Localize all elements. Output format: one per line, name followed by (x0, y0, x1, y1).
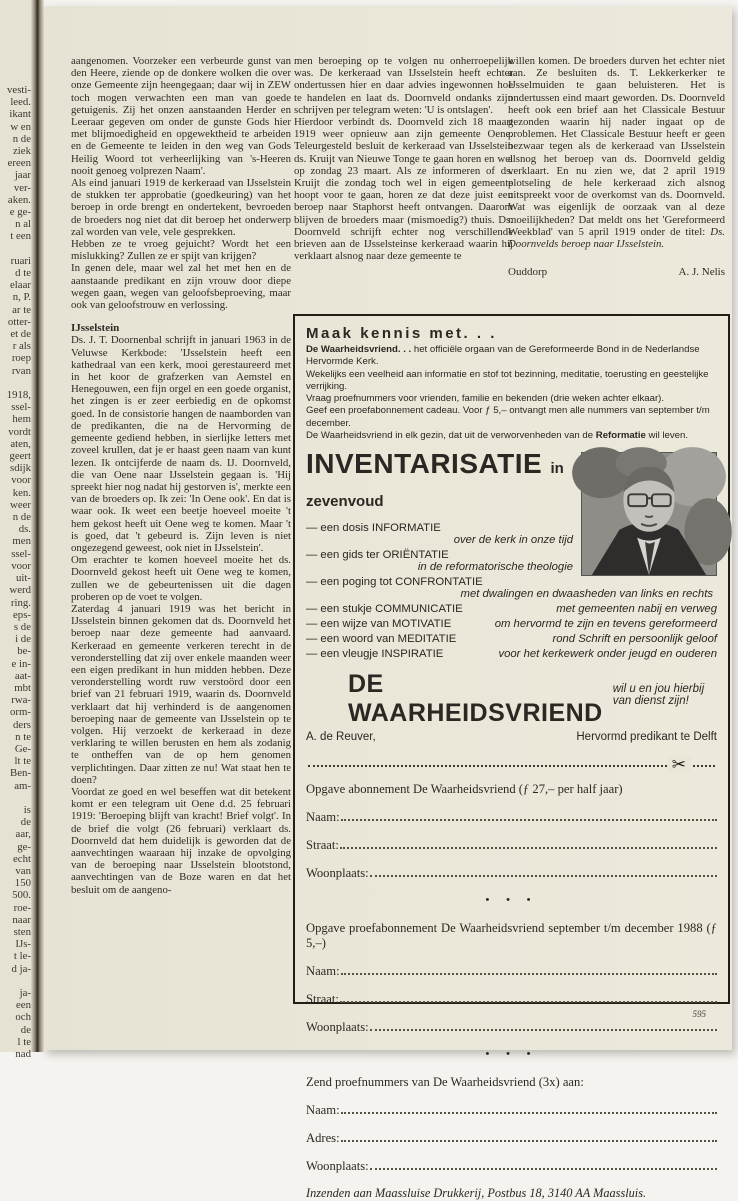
text-fragment: d te (15, 267, 31, 280)
ad-intro (306, 344, 717, 442)
text-fragment: ar te (12, 303, 31, 316)
item-desc: om hervormd te zijn en tevens gereformeerd (494, 618, 717, 631)
item-label: — een stukje COMMUNICATIE (306, 603, 463, 616)
author-row (306, 731, 717, 743)
dotted-write-line[interactable] (340, 992, 717, 1003)
text-fragment: ruari (10, 254, 31, 267)
section-heading: IJsselstein (71, 322, 120, 335)
signoff-place: Ouddorp (508, 266, 548, 279)
inventory-section (306, 450, 717, 660)
text-fragment: is (23, 803, 31, 816)
text-fragment: uit- (16, 572, 31, 585)
author-name: A. de Reuver, (306, 731, 376, 744)
form-field[interactable] (306, 992, 717, 1007)
text-fragment: leed. (10, 96, 31, 109)
text-fragment: ziek (13, 145, 31, 158)
text-fragment: een (16, 999, 31, 1012)
subscription-form-3 (306, 1075, 717, 1201)
previous-page-edge (0, 0, 31, 1060)
text-fragment: sdijk (10, 462, 31, 475)
inventory-item (306, 633, 717, 645)
text-fragment (0, 792, 31, 804)
text-fragment: roep (11, 352, 31, 365)
inventory-subtitle: in zevenvoud (306, 460, 564, 511)
text-fragment: ver- (13, 181, 31, 194)
paragraph: aangenomen. Voorzeker een verbeurde gunst van den Heere, ziende op de donkere wolken die over onze Gemeente zijn heengegaan; daar wij in ZEW toch mogen verwachten een man van goede getuigenis. Zij het onzen aanstaanden Herder en Leeraar gegeven om onder de gunste Gods hier met blijmoedigheid en opgewektheid te arbeiden en de Gemeente te leiden in den weg van Gods Heilig Woord tot verheerlijking van 's-Heeren nooit genoeg volprezen Naam'. (71, 55, 291, 177)
text-fragment: eps- (13, 608, 31, 621)
text-fragment: otter- (7, 315, 31, 328)
text-fragment: s de (13, 620, 31, 633)
form-header: Opgave abonnement De Waarheidsvriend (ƒ 27,– per half jaar) (306, 782, 623, 797)
text-fragment: ge- (17, 840, 31, 853)
brand-wordmark: DE WAARHEIDSVRIEND (348, 670, 603, 728)
text-fragment: vesti- (7, 84, 31, 96)
intro-line: Wekelijks een veelheid aan informatie en stof tot bezinning, meditatie, toerusting en geestelijke verrijking. (306, 368, 709, 392)
text-fragment: weer (10, 498, 31, 511)
cut-here-line (308, 755, 715, 775)
text-fragment: aken. (7, 193, 31, 206)
dotted-write-line[interactable] (341, 1103, 717, 1114)
paragraph: Zaterdag 4 januari 1919 was het bericht in IJsselstein binnen gekomen dat ds. Doornveld het beroep naar deze gemeente had aanvaard. Kerkeraad en gemeente verkeren terecht in de veronderstelling dat zij over enkele maanden weer een eigen predikant in hun midden hebben. Deze veronderstelling wordt ruw verstoörd door een brief van 21 februari 1919, waarin ds. Doornveld verklaart dat hij verhinderd is de aangenomen beroeping naar de gemeente van IJsselstein op te volgen. Hij verzoekt de kerkeraad in deze verklaring te willen berusten en hem als zodanig te ontheffen van de op hem genomen verplichtingen. Daar zitten ze nu! Wat staat hen te doen? (71, 602, 291, 786)
field-label: Woonplaats: (306, 1159, 369, 1174)
text-fragment: sten (13, 925, 31, 938)
article-column-2 (294, 55, 513, 311)
ad-title: Maak kennis met. . . (306, 325, 497, 342)
text-fragment: n te (15, 730, 31, 743)
scissors-icon: ✂ (667, 756, 691, 773)
article-title-reference: Ds. Doornvelds beroep naar IJsselstein. (508, 225, 725, 251)
item-label: — een woord van MEDITATIE (306, 633, 457, 646)
field-label: Naam: (306, 1103, 340, 1118)
text-fragment: aat- (14, 669, 31, 682)
paragraph: In genen dele, maar wel zal het met hen en de aanstaande predikant en zijn vrouw door diepe wegen gaan, wegen van geloofsbeproeving, maar ook van geloofstrouw en verlossing. (71, 262, 291, 312)
text-fragment (0, 243, 31, 255)
form-fields (306, 964, 717, 1035)
text-fragment: ds. (18, 523, 31, 536)
text-fragment: l te (17, 1035, 31, 1048)
form-field[interactable] (306, 1131, 717, 1146)
brand-tagline: wil u en jou hierbij van dienst zijn! (612, 683, 705, 708)
form-fields (306, 1103, 717, 1174)
dotted-write-line[interactable] (341, 810, 717, 821)
dotted-write-line[interactable] (341, 1131, 717, 1142)
text-fragment: nad (15, 1047, 31, 1060)
form-footer-address: Inzenden aan Maassluise Drukkerij, Postbus 18, 3140 AA Maassluis. (306, 1186, 647, 1201)
inventory-item (306, 648, 717, 660)
field-label: Adres: (306, 1131, 340, 1146)
portrait-photo (581, 452, 717, 576)
form-fields (306, 810, 717, 881)
text-fragment: am- (14, 779, 31, 792)
text-fragment: geert (9, 450, 31, 463)
intro-line (306, 430, 717, 442)
text-fragment: et de (10, 328, 31, 341)
paragraph: Om erachter te komen hoeveel moeite het ds. Doornveld gekost heeft uit Oene weg te komen, zullen we de gebeurtenissen uit die dagen proberen op de voet te volgen. (71, 554, 291, 603)
field-label: Naam: (306, 810, 340, 825)
text-fragment: r als (12, 340, 31, 353)
text-fragment: t le- (13, 950, 31, 963)
inventory-item (306, 576, 717, 600)
paragraph: Voordat ze goed en wel beseffen wat dit betekent komt er een telegram uit Oene d.d. 25 februari 1919: 'Beroeping blijft van kracht! Brief volgt'. In de brief die volgt (26 februari) verklaart ds. Doornveld dat hem duidelijk is geworden dat de aanvechtingen waaraan hij inzake de opvolging van de beroeping naar IJsselstein blootstond, aanvechtingen van de Boze waren en dat het besluit om de aangeno- (71, 785, 291, 896)
paragraph: Hierdoor verbindt ds. Doornveld zich 18 maart 1919 weer opnieuw aan zijn gemeente Oene. Teleurgesteld besluit de kerkeraad van IJsselstein ds. Kruijt van Nieuwe Tonge te gaan horen en wel op zondag 23 maart. Als ze informeren of ds. Kruijt die zondag toch wel in eigen gemeente hoopt voor te gaan, horen ze dat deze juist een beroep naar Staphorst heeft ontvangen. Daarom blijven de broeders maar (mismoedig?) thuis. Ds. Doornveld schrijft echter nog verschillende brieven aan de IJsselsteinse kerkeraad waarin hij verklaart alsnog naar deze gemeente te (294, 116, 513, 263)
magazine-page (44, 6, 732, 1201)
text-fragment: be- (17, 645, 31, 658)
author-title: Hervormd predikant te Delft (576, 731, 717, 744)
text-fragment: orm- (10, 706, 31, 719)
field-label: Woonplaats: (306, 1020, 369, 1035)
ad-brand-mention: De Waarheidsvriend. . . (306, 344, 412, 355)
paragraph (508, 55, 725, 250)
intro-text: het officiële orgaan van de Gereformeerde Bond in de Nederlandse Hervormde Kerk. (306, 344, 700, 368)
paragraph: Ds. J. T. Doornenbal schrijft in januari 1963 in de Veluwse Kerkbode: 'IJsselstein heeft een kathedraal van een kerk, mooi gerestaureerd met in het koor de grafzerken van Aemstel en Henegouwen, een fijn orgel en een goede organist, het zingen is er zeer eerbiedig en de opkomst goed. In de consistorie hangen de naamborden van de predikanten, die na de Hervorming de gemeente gediend hebben, in sierlijke letters met zoveel krullen, dat je er haast geen naam van kunt lezen. Ik ontcijferde de naam ds. IJ. Doornveld, die van Oene naar IJsselstein gegaan is. 'Hij spreekt hier nog nadat hij gestorven is', merkte een van de broeders op. Ik zei: 'In Oene ook'. En dat is waar ook. Ik weet een beetje hoeveel moeite 't hem gekost heeft uit Oene weg te komen. Maar 't is goed, dat 't gebeurd is. Zijn leven is niet ongezegend geweest, ook niet in IJsselstein'. (71, 334, 291, 554)
reformatie-bold: Reformatie (595, 430, 646, 442)
text-fragment: ikant (9, 108, 31, 121)
text-fragment: n de (12, 132, 31, 145)
text-fragment: e ge- (9, 206, 31, 219)
item-desc: rond Schrift en persoonlijk geloof (552, 633, 717, 646)
text-fragment: ereen (7, 157, 31, 170)
field-label: Straat: (306, 838, 339, 853)
text-fragment: lt te (14, 755, 31, 768)
form-field[interactable] (306, 1103, 717, 1118)
text-fragment: de (20, 1023, 31, 1036)
article-column-1 (71, 55, 291, 1010)
dotted-write-line[interactable] (370, 1020, 717, 1031)
section-separator: • • • (485, 1048, 538, 1061)
paragraph-text: willen komen. De broeders durven het echter niet aan. Ze besluiten ds. T. Lekkerkerker te IJsselmuiden te gaan beluisteren. Het is ondertussen eind maart geworden. Ds. Doornveld heeft ook een brief aan het Classicale Bestuur gezonden waarin hij nader ingaat op de problemen. Het Classicale Bestuur heeft er geen bezwaar tegen als de kerkeraad van IJsselstein alsnog het beroep van ds. Doornveld geldig verklaart. En nu zien we, dat 2 april 1919 plotseling de hele kerkeraad zich alsnog uitspreekt voor de overkomst van ds. Doornveld. Wat was eigenlijk de oorzaak van al deze moeilijkheden? Dat meldt ons het 'Gereformeerd Weekblad' van 5 april 1919 onder de titel: (508, 55, 725, 238)
form-field[interactable] (306, 810, 717, 825)
section-separator: • • • (485, 894, 538, 907)
intro-line: Vraag proefnummers voor vrienden, familie en bekenden (drie weken achter elkaar). (306, 393, 664, 405)
field-label: Woonplaats: (306, 866, 369, 881)
dotted-write-line[interactable] (370, 1159, 717, 1170)
text-fragment: n, P. (12, 291, 31, 304)
item-label: — een poging tot CONFRONTATIE (306, 576, 483, 589)
text-fragment: rwa- (11, 694, 31, 707)
text-fragment: ken. (12, 486, 31, 499)
text-fragment: i de (15, 633, 31, 646)
page-number: 595 (692, 1009, 706, 1019)
item-desc: voor het kerkewerk onder jeugd en ouderen (498, 648, 717, 661)
text-fragment (0, 377, 31, 389)
dotted-write-line[interactable] (341, 964, 717, 975)
subscription-form-1 (306, 782, 717, 906)
form-field[interactable] (306, 1159, 717, 1174)
field-label: Straat: (306, 992, 339, 1007)
text-fragment: mbt (14, 681, 31, 694)
text-fragment: vordt (8, 425, 31, 438)
text-fragment: 150 (14, 877, 31, 890)
text-fragment: voor (11, 559, 31, 572)
dotted-write-line[interactable] (370, 866, 717, 877)
intro-line: Geef een proefabonnement cadeau. Voor ƒ 5,– ontvangt men alle nummers van september t/m december. (306, 405, 710, 429)
text-fragment: d ja- (11, 962, 31, 975)
item-desc: over de kerk in onze tijd (453, 534, 573, 547)
signoff-author: A. J. Nelis (678, 266, 725, 279)
text-fragment: 1918, (6, 389, 31, 402)
form-field[interactable] (306, 838, 717, 853)
text-fragment: werd (9, 584, 31, 597)
text-fragment: ssel- (11, 401, 31, 414)
text-fragment: naar (12, 913, 31, 926)
paragraph: men beroeping op te volgen nu onherroepelijk was. De kerkeraad van IJsselstein heeft echter ondertussen hier en daar advies ingewonnen hoe te handelen en laat ds. Doornveld ondanks zijn schrijven per telegram weten: 'U is ontslagen'. (294, 55, 513, 116)
form-field[interactable] (306, 866, 717, 881)
article-signoff (508, 266, 725, 278)
field-label: Naam: (306, 964, 340, 979)
text-fragment: rvan (11, 364, 31, 377)
paragraph: Hebben ze te vroeg gejuicht? Wordt het een mislukking? Zullen ze er spijt van krijgen? (71, 238, 291, 263)
text-fragment: ja- (19, 986, 31, 999)
text-fragment: n de (12, 511, 31, 524)
text-fragment: ders (13, 718, 31, 731)
text-fragment: ssel- (11, 547, 31, 560)
item-desc: met dwalingen en dwaasheden van links en rechts (460, 588, 713, 601)
text-fragment: n al (15, 218, 31, 231)
intro-line (306, 344, 717, 369)
item-desc: met gemeenten nabij en verweg (556, 603, 717, 616)
page-gutter-shadow (31, 0, 44, 1052)
text-fragment: och (15, 1011, 31, 1024)
text-fragment: aten, (10, 437, 31, 450)
text-fragment: men (12, 535, 31, 548)
text-fragment: de (20, 816, 31, 829)
text-fragment: IJs- (15, 938, 31, 951)
item-label: — een dosis INFORMATIE (306, 522, 441, 535)
text-fragment: elaar (10, 279, 31, 292)
form-field[interactable] (306, 1020, 717, 1035)
inventory-title-text: INVENTARISATIE (306, 448, 543, 480)
item-label: — een vleugje INSPIRATIE (306, 648, 444, 661)
item-desc: in de reformatorische theologie (417, 561, 573, 574)
text-fragment: ring. (10, 596, 31, 609)
text-fragment: Ge- (14, 742, 31, 755)
text-fragment: w en (10, 120, 31, 133)
inventory-item (306, 603, 717, 615)
text-fragment: aar, (15, 828, 31, 841)
article-column-3 (508, 55, 725, 311)
subscription-form-2 (306, 921, 717, 1060)
brand-row (348, 670, 717, 728)
text-fragment: 500. (12, 889, 31, 902)
dotted-write-line[interactable] (340, 838, 717, 849)
paragraph: Als eind januari 1919 de kerkeraad van IJsselstein de stukken ter approbatie (goedkeuring) van het beroep in orde brengt en ondertekent, bevroeden de broeders nog niet dat dit beroep het onderwerp zal worden van vele, vele gesprekken. (71, 177, 291, 238)
text-fragment: van (15, 864, 31, 877)
text-fragment: hem (12, 413, 31, 426)
text-fragment: t een (10, 230, 31, 243)
text-fragment: e in- (11, 657, 31, 670)
form-field[interactable] (306, 964, 717, 979)
form-header: Opgave proefabonnement De Waarheidsvriend september t/m december 1988 (ƒ 5,–) (306, 921, 717, 951)
text-fragment (0, 975, 31, 987)
form-header: Zend proefnummers van De Waarheidsvriend (3x) aan: (306, 1075, 584, 1090)
text-fragment: voor (11, 474, 31, 487)
text-fragment: jaar (14, 169, 31, 182)
inventory-item (306, 618, 717, 630)
intro-text: wil leven. (645, 430, 689, 442)
text-fragment: echt (13, 852, 31, 865)
text-fragment: roe- (13, 901, 31, 914)
text-fragment: Ben- (10, 767, 31, 780)
item-label: — een gids ter ORIËNTATIE (306, 549, 449, 562)
intro-text: De Waarheidsvriend in elk gezin, dat uit de verworvenheden van de (306, 430, 596, 442)
item-label: — een wijze van MOTIVATIE (306, 618, 452, 631)
